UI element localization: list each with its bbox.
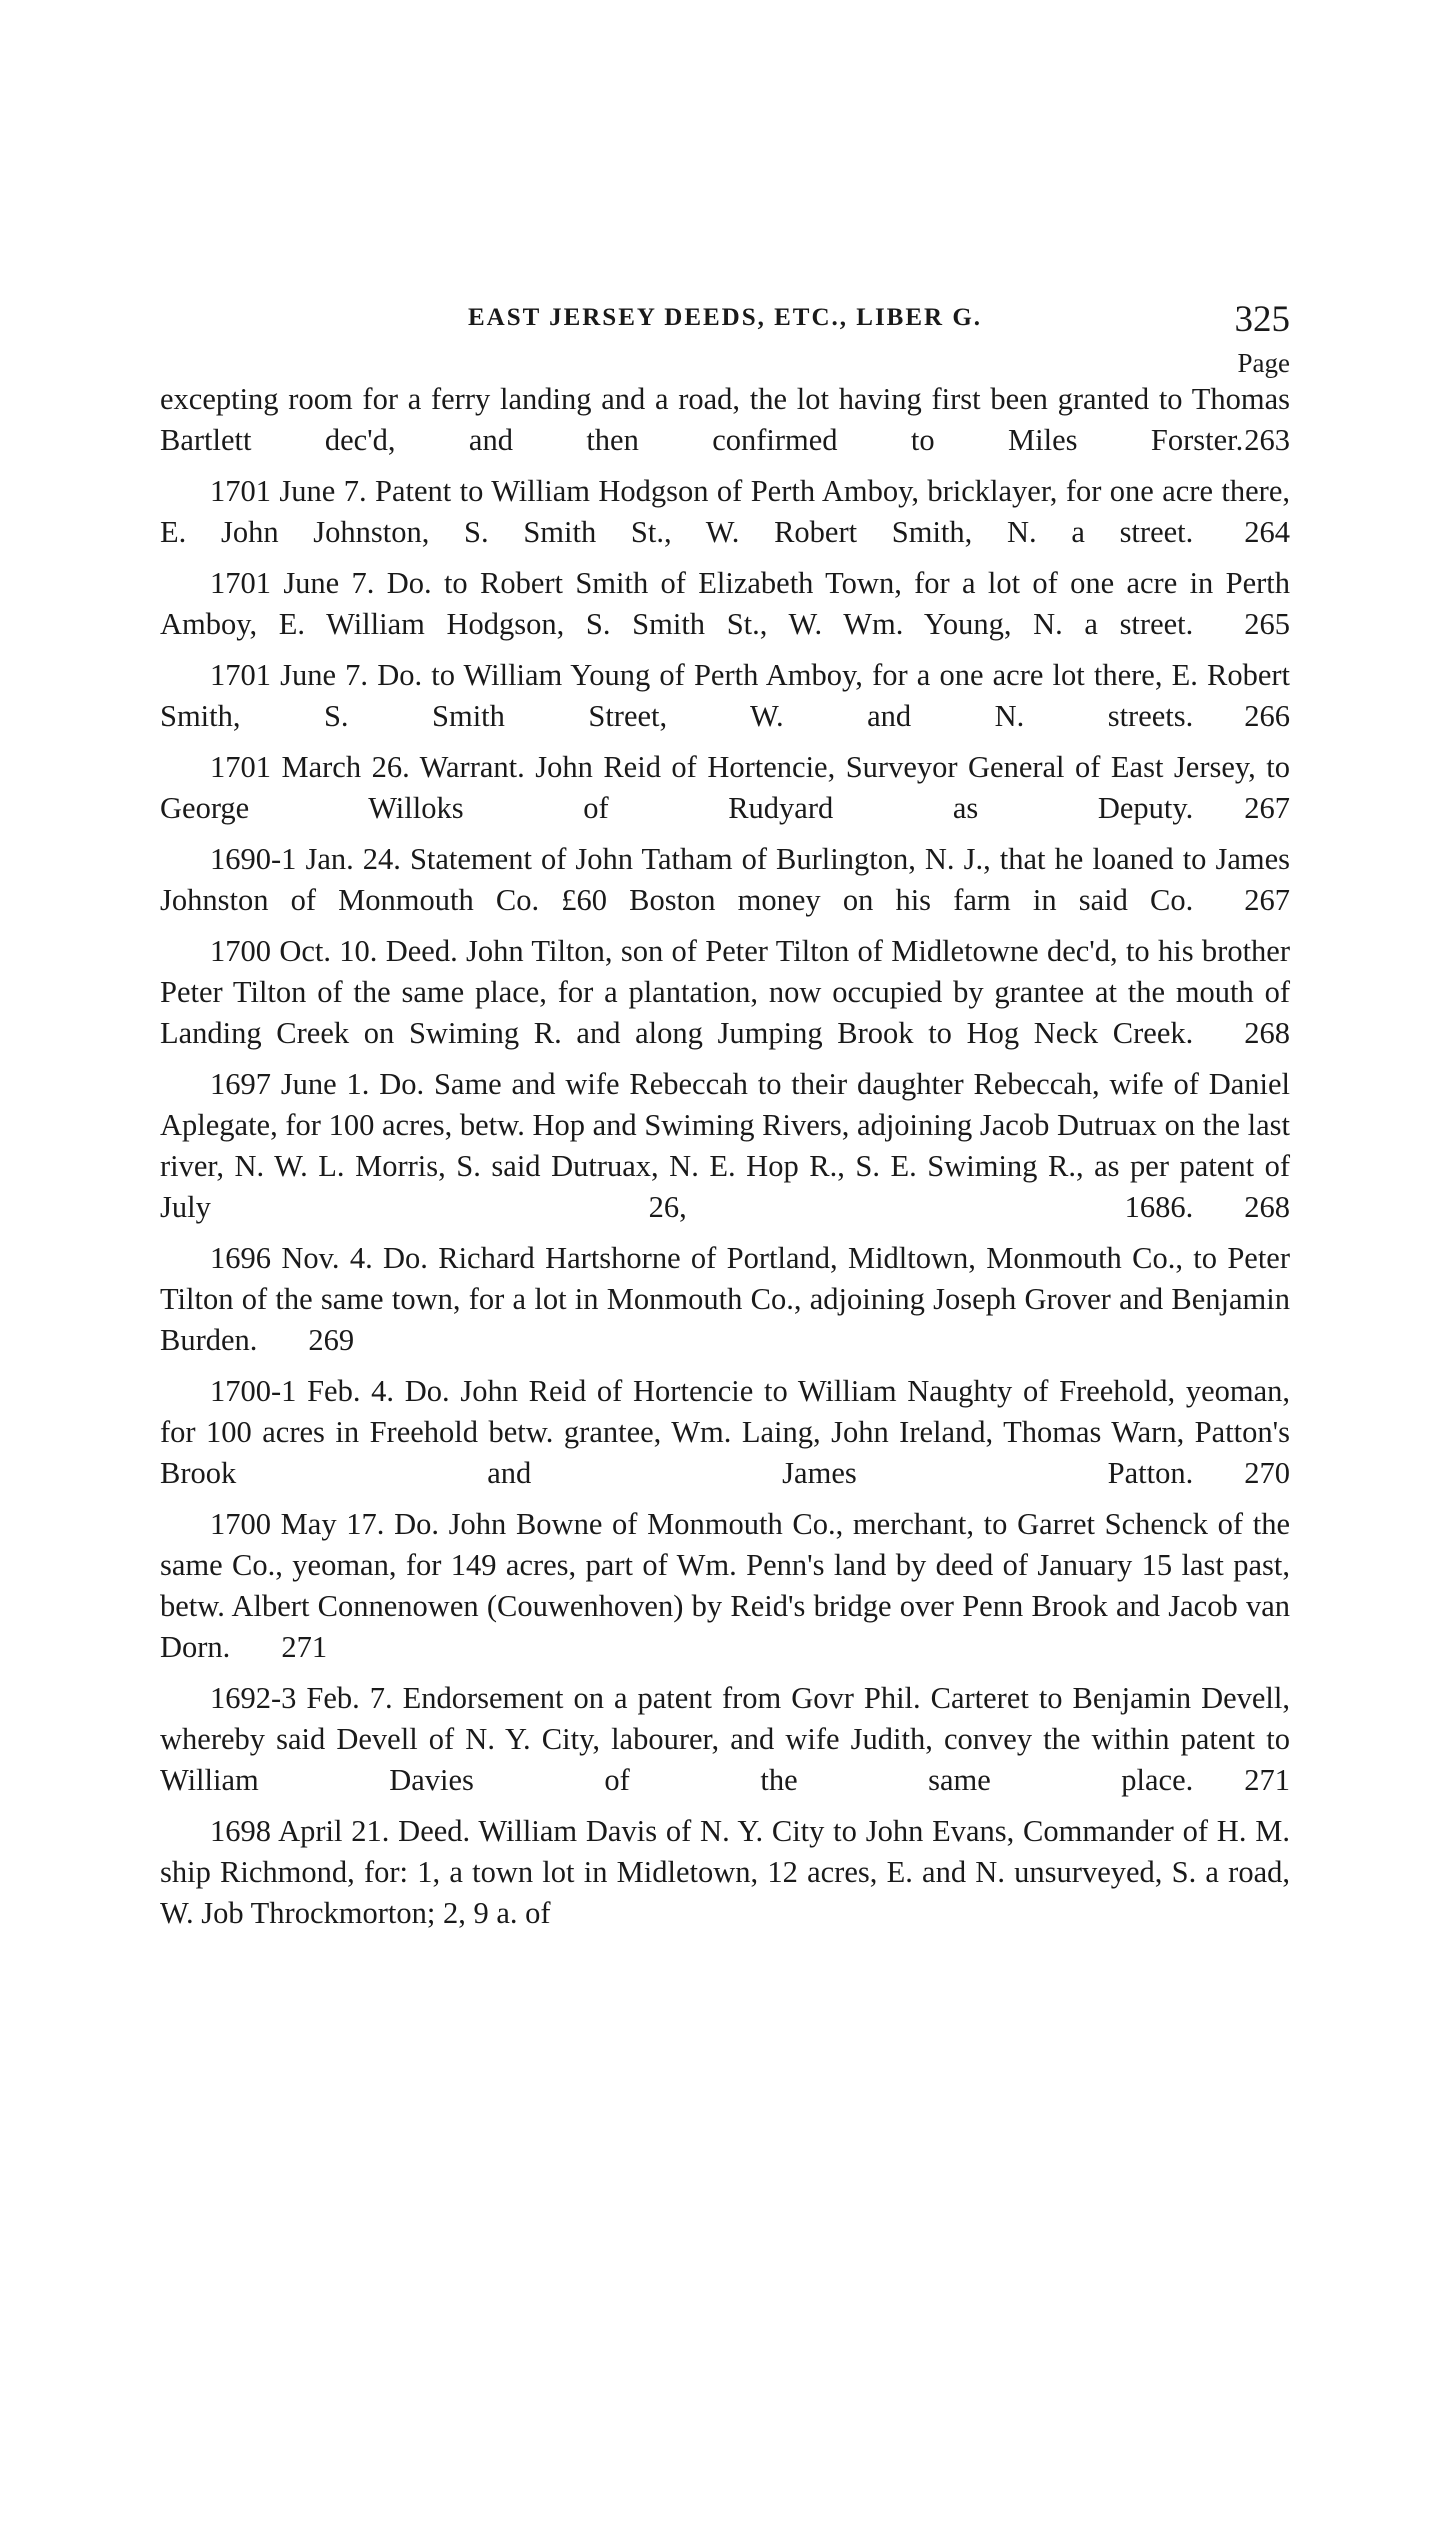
entry-text: 1700 Oct. 10. Deed. John Tilton, son of Peter Tilton of Midletowne dec'd, to his brother Peter Tilton of the same place, for a plantation, now occupied by grantee at the mouth of Landing Creek on Swiming R. and along Jumping Brook to Hog Neck Creek. xyxy=(160,934,1290,1050)
deed-entry xyxy=(160,655,1290,737)
entry-text: 1690-1 Jan. 24. Statement of John Tatham of Burlington, N. J., that he loaned to James Johnston of Monmouth Co. £60 Boston money on his farm in said Co. xyxy=(160,842,1290,917)
entry-text: 1697 June 1. Do. Same and wife Rebeccah to their daughter Rebeccah, wife of Daniel Aplegate, for 100 acres, betw. Hop and Swiming Rivers, adjoining Jacob Dutruax on the last river, N. W. L. Morris, S. said Dutruax, N. E. Hop R., S. E. Swiming R., as per patent of July 26, 1686. xyxy=(160,1067,1290,1224)
deed-entry xyxy=(160,1678,1290,1801)
entry-text: 1701 June 7. Do. to Robert Smith of Elizabeth Town, for a lot of one acre in Perth Amboy, E. William Hodgson, S. Smith St., W. Wm. Young, N. a street. xyxy=(160,566,1290,641)
entry-page-ref: 268 xyxy=(1244,1016,1290,1050)
deed-entry xyxy=(160,1811,1290,1934)
running-head xyxy=(160,298,1290,348)
entry-page-ref: 267 xyxy=(1244,791,1290,825)
entry-page-ref: 267 xyxy=(1244,883,1290,917)
deed-entries xyxy=(160,379,1290,1944)
entry-text: 1701 June 7. Patent to William Hodgson of Perth Amboy, bricklayer, for one acre there, E. John Johnston, S. Smith St., W. Robert Smith, N. a street. xyxy=(160,474,1290,549)
entry-page-ref: 271 xyxy=(281,1630,328,1664)
entry-text: 1701 March 26. Warrant. John Reid of Hortencie, Surveyor General of East Jersey, to George Willoks of Rudyard as Deputy. xyxy=(160,750,1290,825)
entry-page-ref: 263 xyxy=(1244,423,1290,457)
entry-text: 1701 June 7. Do. to William Young of Perth Amboy, for a one acre lot there, E. Robert Smith, S. Smith Street, W. and N. streets. xyxy=(160,658,1290,733)
deed-entry xyxy=(160,1371,1290,1494)
deed-entry xyxy=(160,471,1290,553)
entry-page-ref: 264 xyxy=(1244,515,1290,549)
deed-entry xyxy=(160,931,1290,1054)
entry-page-ref: 268 xyxy=(1244,1190,1290,1224)
entry-text: 1692-3 Feb. 7. Endorsement on a patent from Govr Phil. Carteret to Benjamin Devell, whereby said Devell of N. Y. City, labourer, and wife Judith, convey the within patent to William Davies of the same place. xyxy=(160,1681,1290,1797)
deed-entry xyxy=(160,1064,1290,1228)
deed-entry xyxy=(160,379,1290,461)
page-number: 325 xyxy=(1234,299,1290,340)
running-title: EAST JERSEY DEEDS, ETC., LIBER G. xyxy=(467,304,983,331)
entry-text: 1696 Nov. 4. Do. Richard Hartshorne of Portland, Midltown, Monmouth Co., to Peter Tilton of the same town, for a lot in Monmouth Co., adjoining Joseph Grover and Benjamin Burden. xyxy=(160,1241,1290,1357)
page-column-label: Page xyxy=(1237,348,1290,378)
entry-page-ref: 265 xyxy=(1244,607,1290,641)
deed-entry xyxy=(160,839,1290,921)
entry-text: 1698 April 21. Deed. William Davis of N. Y. City to John Evans, Commander of H. M. ship Richmond, for: 1, a town lot in Midletown, 12 acres, E. and N. unsurveyed, S. a road, W. Job Throckmorton; 2, 9 a. of xyxy=(160,1814,1290,1930)
deed-entry xyxy=(160,1238,1290,1361)
entry-page-ref: 270 xyxy=(1244,1456,1290,1490)
entry-page-ref: 271 xyxy=(1244,1763,1290,1797)
entry-text: excepting room for a ferry landing and a road, the lot having first been granted to Thomas Bartlett dec'd, and then confirmed to Miles Forster. xyxy=(160,382,1290,457)
deed-entry xyxy=(160,1504,1290,1668)
deed-entry xyxy=(160,563,1290,645)
entry-page-ref: 269 xyxy=(308,1323,355,1357)
deed-entry xyxy=(160,747,1290,829)
entry-text: 1700 May 17. Do. John Bowne of Monmouth Co., merchant, to Garret Schenck of the same Co., yeoman, for 149 acres, part of Wm. Penn's land by deed of January 15 last past, betw. Albert Connenowen (Couwenhoven) by Reid's bridge over Penn Brook and Jacob van Dorn. xyxy=(160,1507,1290,1664)
entry-page-ref: 266 xyxy=(1244,699,1290,733)
entry-text: 1700-1 Feb. 4. Do. John Reid of Hortencie to William Naughty of Freehold, yeoman, for 100 acres in Freehold betw. grantee, Wm. Laing, John Ireland, Thomas Warn, Patton's Brook and James Patton. xyxy=(160,1374,1290,1490)
